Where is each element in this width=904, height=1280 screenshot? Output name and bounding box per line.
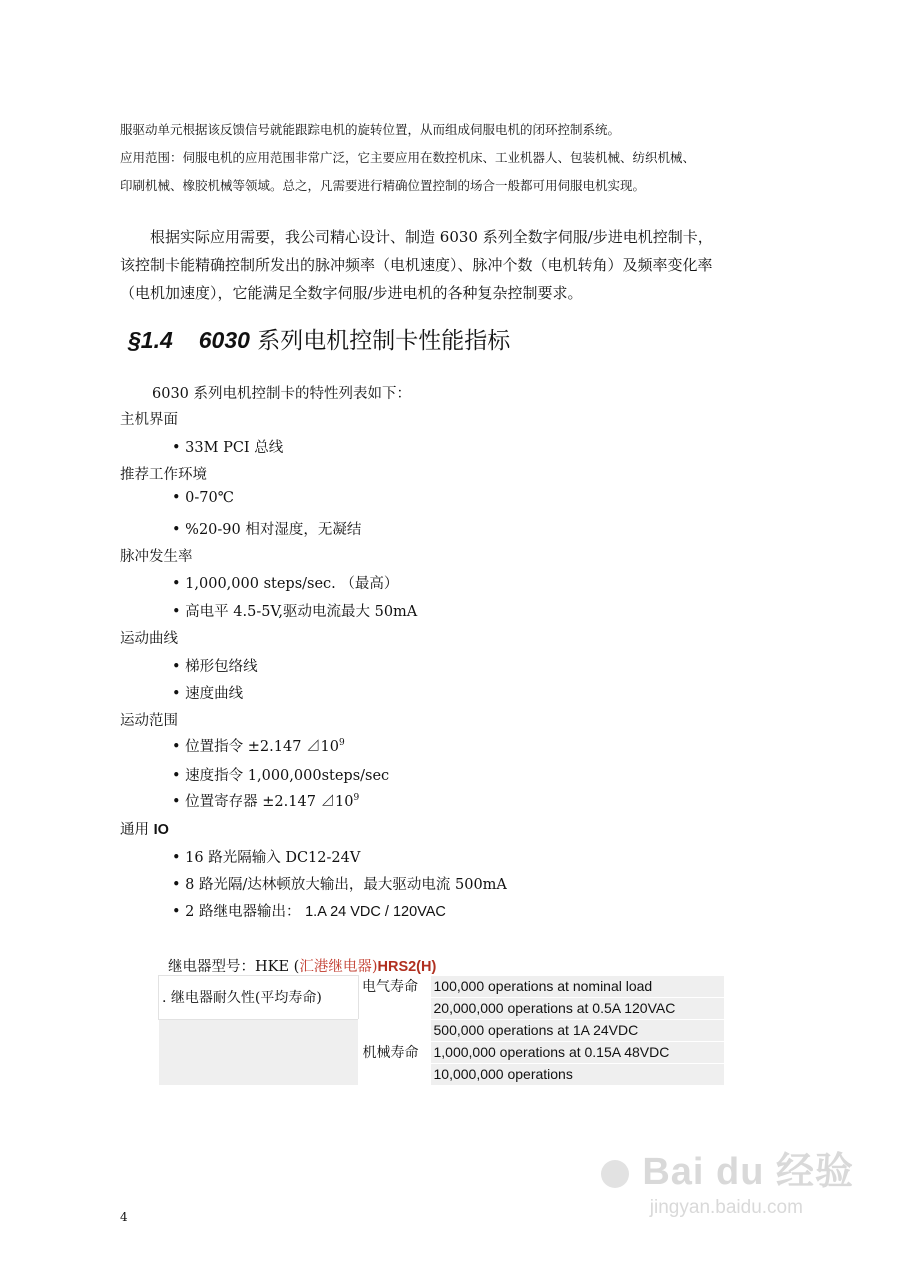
relay-output-label: • 2 路继电器输出： xyxy=(172,904,306,920)
card-model-number: 6030 xyxy=(198,327,250,353)
spec-item: • 16 路光隔输入 DC12-24V xyxy=(172,850,361,866)
spec-category-curve: 运动曲线 xyxy=(120,631,178,647)
spec-category-env: 推荐工作环境 xyxy=(120,467,207,483)
table-cell-empty xyxy=(359,997,431,1019)
electrical-life-label: 电气寿命 xyxy=(359,976,431,998)
spec-item: • 速度曲线 xyxy=(172,686,244,702)
watermark-logo-text: Bai du 经验 xyxy=(642,1151,854,1193)
relay-model: HRS2(H) xyxy=(377,959,437,975)
io-title-en: IO xyxy=(153,822,169,838)
table-row xyxy=(159,976,725,998)
spec-category-io xyxy=(120,818,169,839)
durability-label: . 继电器耐久性(平均寿命) xyxy=(159,976,359,1020)
intro-line-3: 印刷机械、橡胶机械等领域。总之，凡需要进行精确位置控制的场合一般都可用伺服电机实现。 xyxy=(120,178,646,193)
table-cell: 500,000 operations at 1A 24VDC xyxy=(431,1019,725,1041)
table-cell-empty xyxy=(159,1019,359,1085)
page-number: 4 xyxy=(120,1210,128,1224)
spec-item: • 1,000,000 steps/sec. （最高） xyxy=(172,576,399,592)
section-number: §1.4 xyxy=(128,327,173,353)
spec-item-speed-command: • 速度指令 1,000,000steps/sec xyxy=(172,768,390,784)
intro-line-2: 应用范围：伺服电机的应用范围非常广泛，它主要应用在数控机床、工业机器人、包装机械、纺织机械、 xyxy=(120,150,696,165)
spec-category-host: 主机界面 xyxy=(120,412,178,428)
watermark xyxy=(599,1140,854,1219)
io-title-cn: 通用 xyxy=(120,822,149,838)
spec-item-text: • 位置指令 ±2.147 ⊿10 xyxy=(172,739,339,755)
spec-intro: 6030 系列电机控制卡的特性列表如下： xyxy=(152,386,412,402)
exponent: 9 xyxy=(353,793,360,804)
relay-model-label: 继电器型号：HKE ( xyxy=(168,959,300,975)
relay-output-value: 1.A 24 VDC / 120VAC xyxy=(305,904,446,920)
watermark-logo xyxy=(599,1140,854,1195)
table-cell: 10,000,000 operations xyxy=(431,1063,725,1085)
spec-item-position-register xyxy=(172,790,359,811)
table-cell-empty xyxy=(359,1063,431,1085)
section-title: 系列电机控制卡性能指标 xyxy=(257,328,511,354)
paragraph-line-3: （电机加速度），它能满足全数字伺服/步进电机的各种复杂控制要求。 xyxy=(120,284,583,302)
spec-item-position-command xyxy=(172,735,345,756)
spec-category-range: 运动范围 xyxy=(120,713,178,729)
table-cell-empty xyxy=(359,1019,431,1041)
table-cell: 1,000,000 operations at 0.15A 48VDC xyxy=(431,1041,725,1063)
spec-item: • 高电平 4.5-5V,驱动电流最大 50mA xyxy=(172,604,418,620)
table-row xyxy=(159,1019,725,1041)
section-heading xyxy=(128,322,510,355)
spec-item: • 梯形包络线 xyxy=(172,659,258,675)
paragraph-line-1: 根据实际应用需要，我公司精心设计、制造 6030 系列全数字伺服/步进电机控制卡， xyxy=(150,228,713,246)
spec-category-pulse: 脉冲发生率 xyxy=(120,549,193,565)
relay-model-line xyxy=(168,955,436,976)
relay-durability-table xyxy=(158,975,724,1086)
spec-item: • 33M PCI 总线 xyxy=(172,440,284,456)
relay-brand: 汇港继电器) xyxy=(299,959,378,975)
table-cell: 20,000,000 operations at 0.5A 120VAC xyxy=(431,997,725,1019)
spec-item: • %20-90 相对湿度，无凝结 xyxy=(172,522,362,538)
paw-icon xyxy=(601,1160,629,1188)
paragraph-line-2: 该控制卡能精确控制所发出的脉冲频率（电机速度）、脉冲个数（电机转角）及频率变化率 xyxy=(120,256,713,274)
intro-line-1: 服驱动单元根据该反馈信号就能跟踪电机的旋转位置，从而组成伺服电机的闭环控制系统。 xyxy=(120,122,621,137)
exponent: 9 xyxy=(339,738,345,749)
spec-item-text: • 位置寄存器 ±2.147 ⊿10 xyxy=(172,794,354,810)
spec-item: • 0-70℃ xyxy=(172,490,234,506)
mechanical-life-label: 机械寿命 xyxy=(359,1041,431,1063)
spec-item-relay-output xyxy=(172,900,446,921)
table-cell: 100,000 operations at nominal load xyxy=(431,976,725,998)
spec-item: • 8 路光隔/达林顿放大输出，最大驱动电流 500mA xyxy=(172,877,507,893)
watermark-url: jingyan.baidu.com xyxy=(649,1197,803,1218)
